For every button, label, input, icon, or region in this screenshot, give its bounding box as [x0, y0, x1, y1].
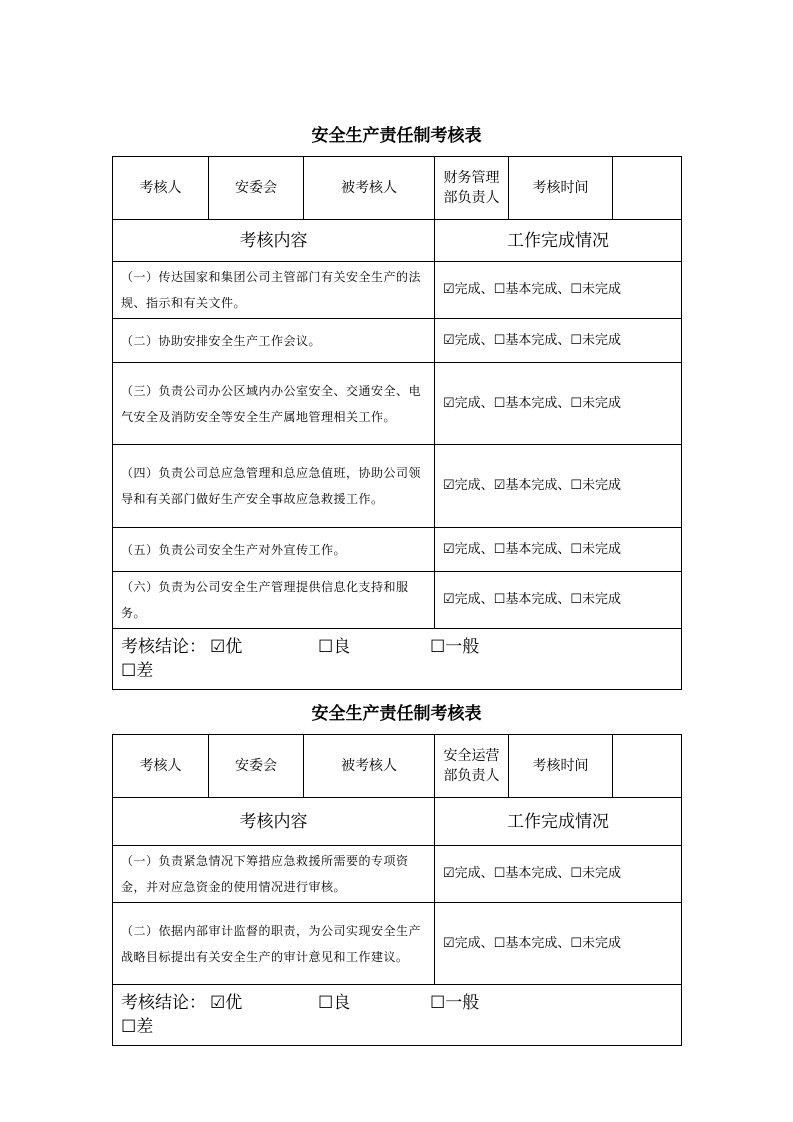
- conclusion-option-label: 优: [225, 637, 243, 657]
- table-row: [113, 846, 682, 903]
- status-option-label: 完成: [454, 332, 481, 348]
- unchecked-checkbox[interactable]: ☐: [570, 592, 583, 607]
- separator: 、: [557, 395, 571, 411]
- item-status: [435, 363, 682, 445]
- unchecked-checkbox[interactable]: ☐: [493, 935, 506, 951]
- conclusion-cell: [113, 985, 682, 1046]
- item-text: （四）负责公司总应急管理和总应急值班，协助公司领导和有关部门做好生产安全事故应急救援工作。: [113, 445, 435, 528]
- separator: 、: [557, 541, 571, 557]
- checked-checkbox[interactable]: ☑: [443, 282, 455, 297]
- content-header: 考核内容: [113, 220, 435, 262]
- conclusion-option-label: 差: [136, 1017, 154, 1037]
- status-option-label: 未完成: [582, 332, 622, 348]
- unchecked-checkbox[interactable]: ☐: [493, 866, 506, 881]
- table-1-title: 安全生产责任制考核表: [311, 126, 482, 146]
- item-status: [435, 445, 682, 528]
- status-option-label: 未完成: [582, 866, 622, 881]
- conclusion-option-label: 良: [333, 637, 351, 657]
- unchecked-checkbox[interactable]: ☐: [570, 541, 583, 557]
- assessee-label: 被考核人: [304, 157, 435, 220]
- unchecked-checkbox[interactable]: ☐: [493, 541, 506, 557]
- conclusion-label: 考核结论：: [121, 993, 206, 1013]
- item-status: [435, 903, 682, 985]
- status-option-label: 基本完成: [505, 592, 558, 607]
- assessment-table-1: [112, 156, 682, 690]
- item-text: （六）负责为公司安全生产管理提供信息化支持和服务。: [113, 572, 435, 629]
- status-option-label: 完成: [454, 282, 481, 297]
- conclusion-cell: [113, 629, 682, 690]
- separator: 、: [557, 592, 571, 607]
- time-label: 考核时间: [509, 735, 613, 798]
- conclusion-option[interactable]: [430, 991, 568, 1015]
- unchecked-checkbox[interactable]: ☐: [493, 282, 506, 297]
- table-row: [113, 572, 682, 629]
- separator: 、: [480, 541, 494, 557]
- conclusion-option-label: 优: [225, 993, 243, 1013]
- conclusion-row: [113, 629, 682, 690]
- separator: 、: [480, 866, 494, 881]
- status-option-label: 完成: [454, 592, 481, 607]
- item-status: [435, 528, 682, 572]
- conclusion-row: [113, 985, 682, 1046]
- checked-checkbox[interactable]: ☑: [210, 993, 226, 1013]
- item-text: （二）协助安排安全生产工作会议。: [113, 319, 435, 363]
- table-row: [113, 903, 682, 985]
- status-option-label: 基本完成: [505, 282, 558, 297]
- status-option-label: 完成: [454, 478, 481, 493]
- status-option-label: 基本完成: [505, 395, 558, 411]
- unchecked-checkbox[interactable]: ☐: [570, 935, 583, 951]
- item-status: [435, 262, 682, 319]
- conclusion-options: [121, 991, 673, 1039]
- unchecked-checkbox[interactable]: ☐: [121, 661, 137, 681]
- table-row: [113, 319, 682, 363]
- table-2-title: 安全生产责任制考核表: [311, 704, 482, 724]
- unchecked-checkbox[interactable]: ☐: [318, 993, 334, 1013]
- assessor-value: 安委会: [209, 157, 304, 220]
- status-option-label: 未完成: [582, 282, 622, 297]
- separator: 、: [480, 592, 494, 607]
- item-text: （一）负责紧急情况下筹措应急救援所需要的专项资金，并对应急资金的使用情况进行审核。: [113, 846, 435, 903]
- status-option-label: 未完成: [582, 478, 622, 493]
- separator: 、: [557, 866, 571, 881]
- unchecked-checkbox[interactable]: ☐: [493, 332, 506, 348]
- checked-checkbox[interactable]: ☑: [493, 478, 506, 493]
- conclusion-options: [121, 635, 673, 683]
- checked-checkbox[interactable]: ☑: [443, 592, 455, 607]
- separator: 、: [557, 332, 571, 348]
- conclusion-option-label: 差: [136, 661, 154, 681]
- table-row: [113, 363, 682, 445]
- separator: 、: [480, 478, 494, 493]
- item-text: （五）负责公司安全生产对外宣传工作。: [113, 528, 435, 572]
- conclusion-label: 考核结论：: [121, 637, 206, 657]
- separator: 、: [557, 282, 571, 297]
- assessee-value: 财务管理部负责人: [435, 157, 509, 220]
- table-row: [113, 445, 682, 528]
- time-value[interactable]: [613, 157, 682, 220]
- status-option-label: 未完成: [582, 592, 622, 607]
- unchecked-checkbox[interactable]: ☐: [570, 332, 583, 348]
- separator: 、: [480, 935, 494, 951]
- checked-checkbox[interactable]: ☑: [443, 866, 455, 881]
- status-option-label: 未完成: [582, 935, 622, 951]
- status-option-label: 基本完成: [505, 332, 558, 348]
- content-header: 考核内容: [113, 798, 435, 846]
- item-status: [435, 572, 682, 629]
- conclusion-option[interactable]: [121, 1015, 221, 1039]
- item-text: （二）依据内部审计监督的职责，为公司实现安全生产战略目标提出有关安全生产的审计意见和工作建议。: [113, 903, 435, 985]
- unchecked-checkbox[interactable]: ☐: [570, 282, 583, 297]
- checked-checkbox[interactable]: ☑: [210, 637, 226, 657]
- checked-checkbox[interactable]: ☑: [443, 332, 455, 348]
- conclusion-option[interactable]: [121, 659, 221, 683]
- conclusion-option-label: 良: [333, 993, 351, 1013]
- status-option-label: 基本完成: [505, 935, 558, 951]
- unchecked-checkbox[interactable]: ☐: [570, 395, 583, 411]
- assessor-label: 考核人: [113, 157, 209, 220]
- status-option-label: 基本完成: [505, 478, 558, 493]
- assessment-table-2: [112, 734, 682, 1046]
- time-value[interactable]: [613, 735, 682, 798]
- unchecked-checkbox[interactable]: ☐: [493, 395, 506, 411]
- conclusion-option[interactable]: [318, 635, 418, 659]
- unchecked-checkbox[interactable]: ☐: [430, 993, 446, 1013]
- separator: 、: [480, 332, 494, 348]
- unchecked-checkbox[interactable]: ☐: [570, 866, 583, 881]
- unchecked-checkbox[interactable]: ☐: [318, 637, 334, 657]
- checked-checkbox[interactable]: ☑: [443, 395, 455, 411]
- status-option-label: 基本完成: [505, 866, 558, 881]
- conclusion-option-label: 一般: [445, 637, 480, 657]
- item-text: （三）负责公司办公区域内办公室安全、交通安全、电气安全及消防安全等安全生产属地管理相关工作。: [113, 363, 435, 445]
- status-header: 工作完成情况: [435, 220, 682, 262]
- status-header: 工作完成情况: [435, 798, 682, 846]
- conclusion-option[interactable]: [210, 991, 306, 1015]
- conclusion-option[interactable]: [430, 635, 568, 659]
- separator: 、: [557, 478, 571, 493]
- conclusion-option-label: 一般: [445, 993, 480, 1013]
- unchecked-checkbox[interactable]: ☐: [493, 592, 506, 607]
- table-row: [113, 528, 682, 572]
- status-option-label: 完成: [454, 866, 481, 881]
- time-label: 考核时间: [509, 157, 613, 220]
- separator: 、: [480, 282, 494, 297]
- item-status: [435, 846, 682, 903]
- status-option-label: 完成: [454, 395, 481, 411]
- status-option-label: 未完成: [582, 395, 622, 411]
- separator: 、: [557, 935, 571, 951]
- separator: 、: [480, 395, 494, 411]
- item-text: （一）传达国家和集团公司主管部门有关安全生产的法规、指示和有关文件。: [113, 262, 435, 319]
- assessor-label: 考核人: [113, 735, 209, 798]
- unchecked-checkbox[interactable]: ☐: [430, 637, 446, 657]
- checked-checkbox[interactable]: ☑: [443, 478, 455, 493]
- conclusion-option[interactable]: [318, 991, 418, 1015]
- status-option-label: 完成: [454, 935, 481, 951]
- conclusion-option[interactable]: [210, 635, 306, 659]
- status-option-label: 完成: [454, 541, 481, 557]
- assessee-value: 安全运营部负责人: [435, 735, 509, 798]
- item-status: [435, 319, 682, 363]
- unchecked-checkbox[interactable]: ☐: [570, 478, 583, 493]
- table-row: [113, 262, 682, 319]
- status-option-label: 未完成: [582, 541, 622, 557]
- checked-checkbox[interactable]: ☑: [443, 541, 455, 557]
- status-option-label: 基本完成: [505, 541, 558, 557]
- assessee-label: 被考核人: [304, 735, 435, 798]
- unchecked-checkbox[interactable]: ☐: [121, 1017, 137, 1037]
- checked-checkbox[interactable]: ☑: [443, 935, 455, 951]
- assessor-value: 安委会: [209, 735, 304, 798]
